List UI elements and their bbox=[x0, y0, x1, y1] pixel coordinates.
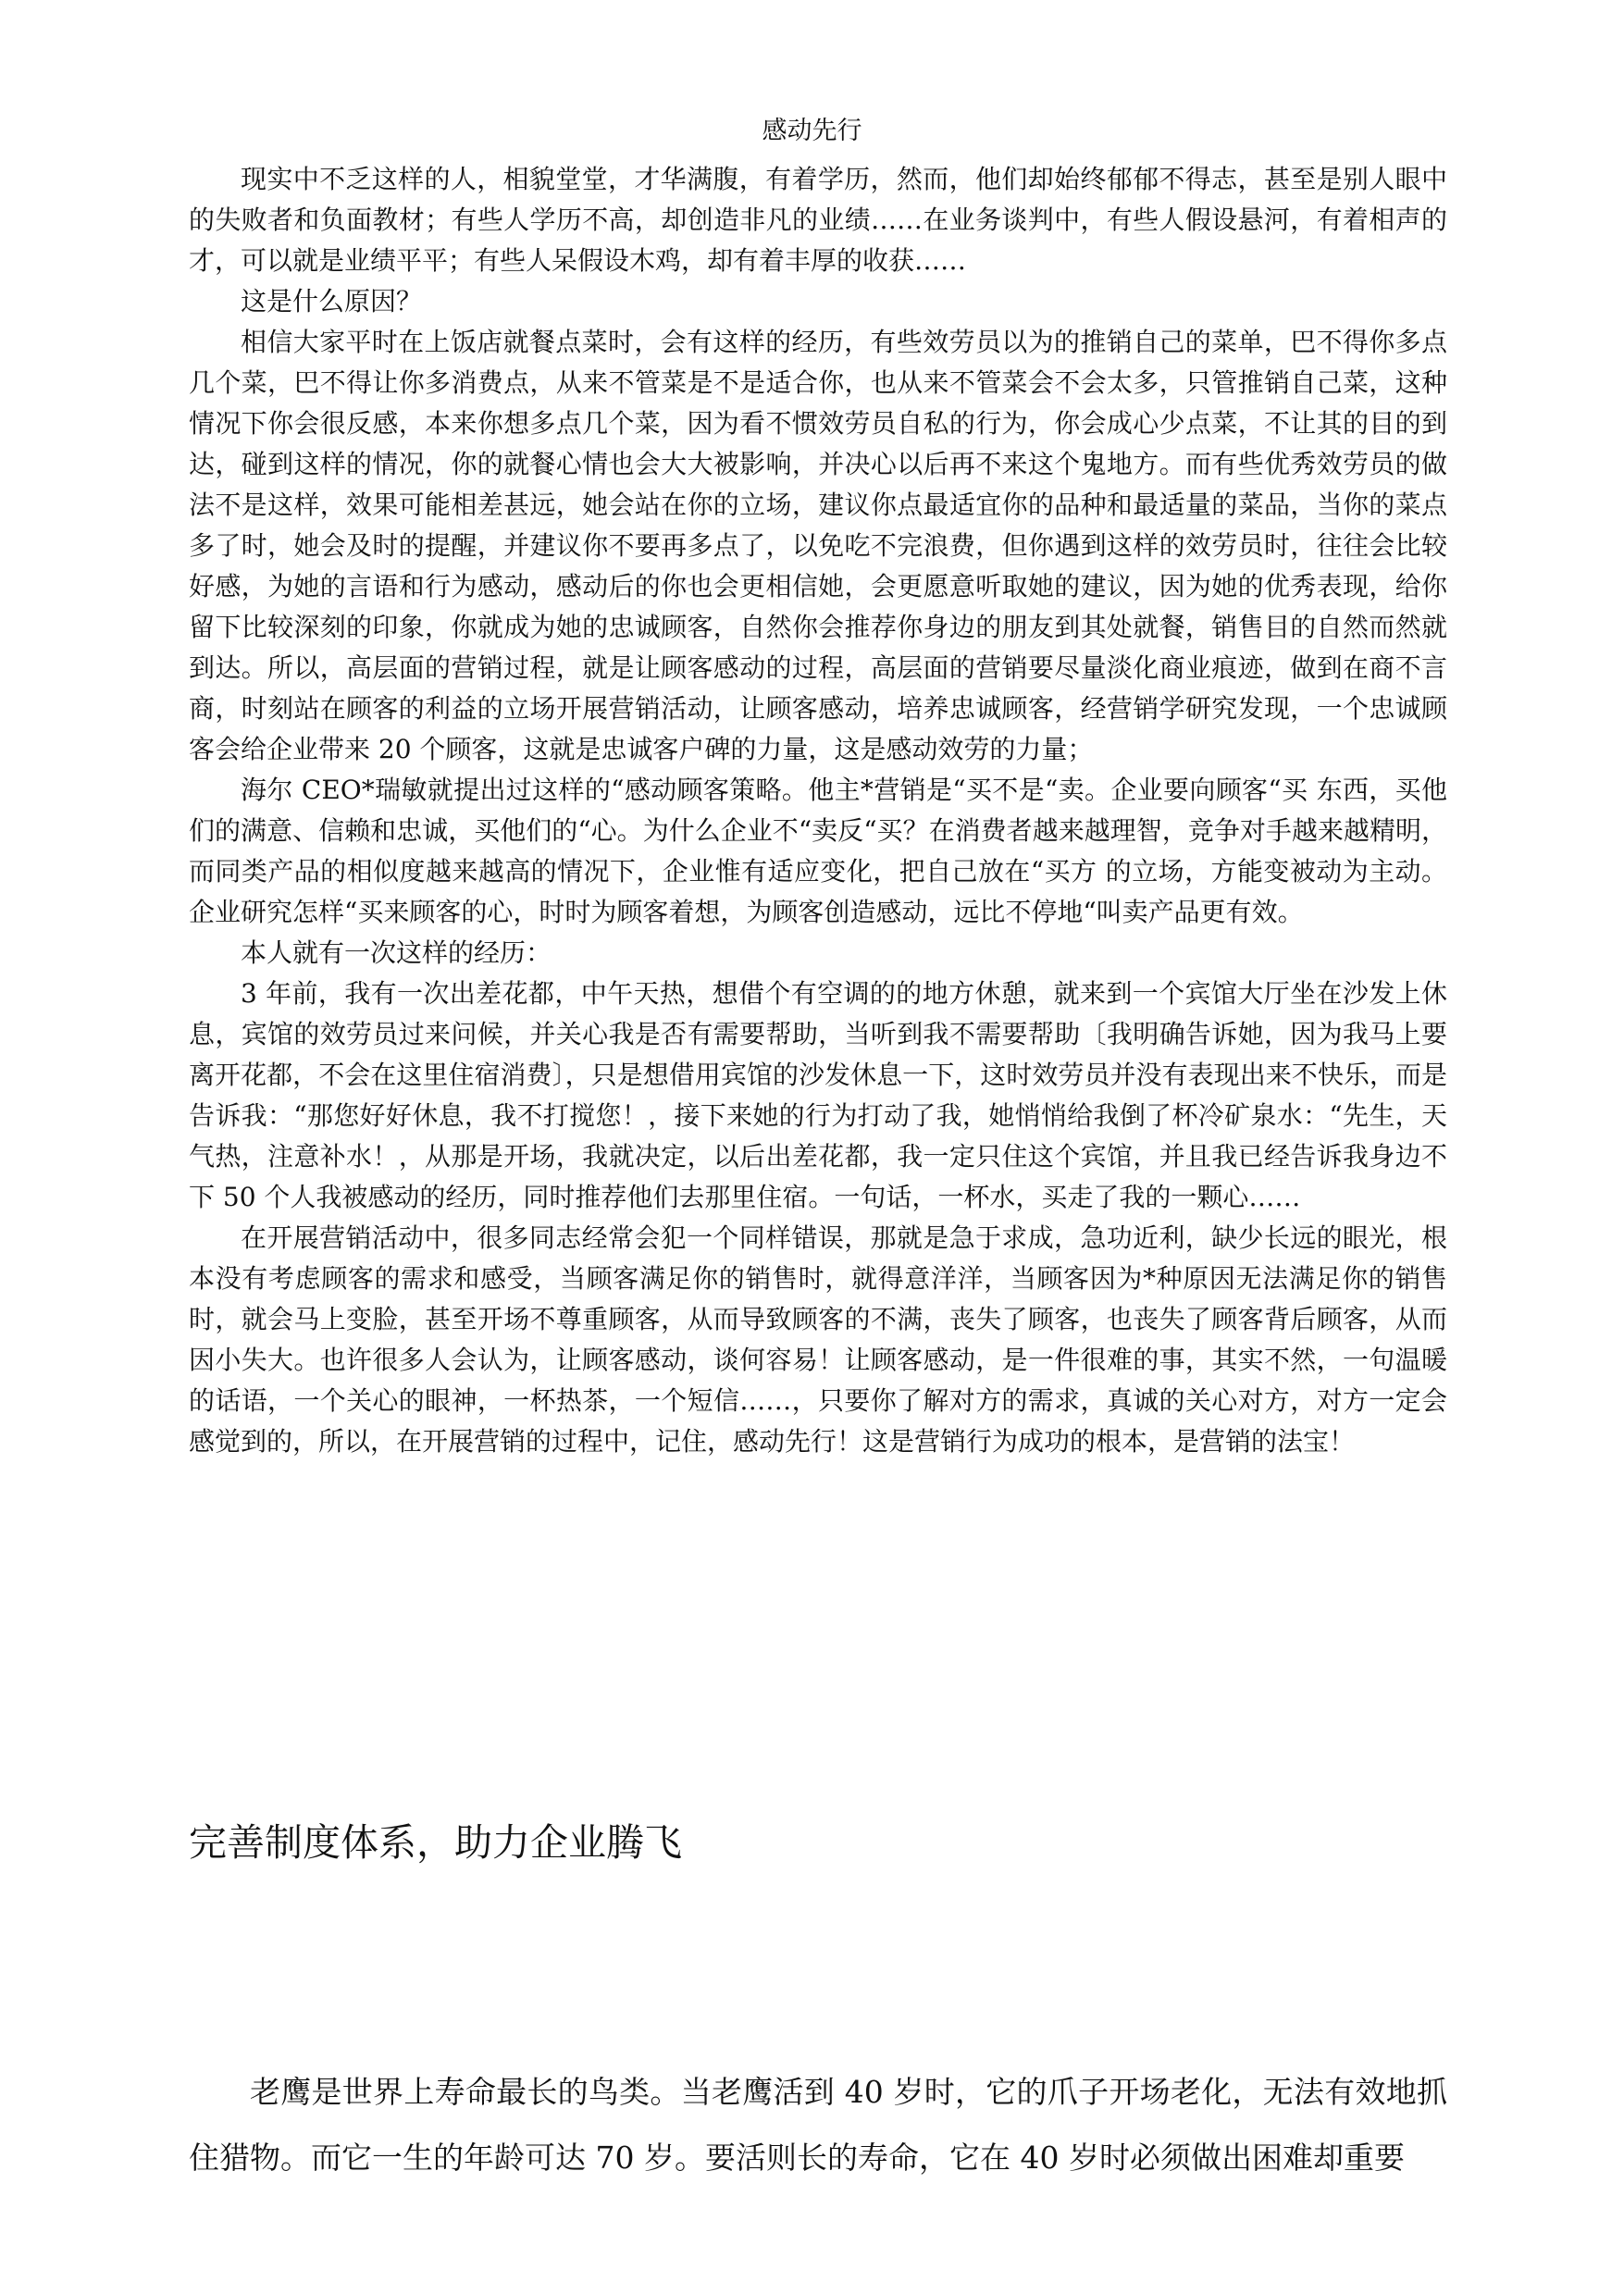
paragraph: 在开展营销活动中，很多同志经常会犯一个同样错误，那就是急于求成，急功近利，缺少长远的眼光，根本没有考虑顾客的需求和感受，当顾客满足你的销售时，就得意洋洋，当顾客因为*种原因无法满足你的销售时，就会马上变脸，甚至开场不尊重顾客，从而导致顾客的不满，丧失了顾客，也丧失了顾客背后顾客，从而因小失大。也许很多人会认为，让顾客感动，谈何容易！让顾客感动，是一件很难的事，其实不然，一句温暖的话语，一个关心的眼神，一杯热茶，一个短信……，只要你了解对方的需求，真诚的关心对方，对方一定会感觉到的，所以，在开展营销的过程中，记住，感动先行！这是营销行为成功的根本，是营销的法宝！ bbox=[189, 1222, 1447, 1457]
paragraph: 老鹰是世界上寿命最长的鸟类。当老鹰活到 40 岁时，它的爪子开场老化，无法有效地抓住猎物。而它一生的年龄可达 70 岁。要活则长的寿命，它在 40 岁时必须做出困难却重要 bbox=[189, 2074, 1447, 2176]
article-body bbox=[189, 159, 1447, 1462]
paragraph: 现实中不乏这样的人，相貌堂堂，才华满腹，有着学历，然而，他们却始终郁郁不得志，甚至是别人眼中的失败者和负面教材；有些人学历不高，却创造非凡的业绩……在业务谈判中，有些人假设悬河，有着相声的才，可以就是业绩平平；有些人呆假设木鸡，却有着丰厚的收获…… bbox=[189, 164, 1447, 276]
section-heading: 完善制度体系，助力企业腾飞 bbox=[189, 1820, 682, 1865]
paragraph: 相信大家平时在上饭店就餐点菜时，会有这样的经历，有些效劳员以为的推销自己的菜单，巴不得你多点几个菜，巴不得让你多消费点，从来不管菜是不是适合你，也从来不管菜会不会太多，只管推销自己菜，这种情况下你会很反感，本来你想多点几个菜，因为看不惯效劳员自私的行为，你会成心少点菜，不让其的目的到达，碰到这样的情况，你的就餐心情也会大大被影响，并决心以后再不来这个鬼地方。而有些优秀效劳员的做法不是这样，效果可能相差甚远，她会站在你的立场，建议你点最适宜你的品种和最适量的菜品，当你的菜点多了时，她会及时的提醒，并建议你不要再多点了，以免吃不完浪费，但你遇到这样的效劳员时，往往会比较好感，为她的言语和行为感动，感动后的你也会更相信她，会更愿意听取她的建议，因为她的优秀表现，给你留下比较深刻的印象，你就成为她的忠诚顾客，自然你会推荐你身边的朋友到其处就餐，销售目的自然而然就到达。所以，高层面的营销过程，就是让顾客感动的过程，高层面的营销要尽量淡化商业痕迹，做到在商不言商，时刻站在顾客的利益的立场开展营销活动，让顾客感动，培养忠诚顾客，经营销学研究发现，一个忠诚顾客会给企业带来 20 个顾客，这就是忠诚客户碑的力量，这是感动效劳的力量； bbox=[189, 327, 1447, 764]
section-body bbox=[189, 2059, 1447, 2190]
paragraph: 3 年前，我有一次出差花都，中午天热，想借个有空调的的地方休憩，就来到一个宾馆大厅坐在沙发上休息，宾馆的效劳员过来问候，并关心我是否有需要帮助，当听到我不需要帮助〔我明确告诉她，因为我马上要离开花都，不会在这里住宿消费〕，只是想借用宾馆的沙发休息一下，这时效劳员并没有表现出来不快乐，而是告诉我：“那您好好休息，我不打搅您！，接下来她的行为打动了我，她悄悄给我倒了杯冷矿泉水：“先生，天气热，注意补水！，从那是开场，我就决定，以后出差花都，我一定只住这个宾馆，并且我已经告诉我身边不下 50 个人我被感动的经历，同时推荐他们去那里住宿。一句话，一杯水，买走了我的一颗心…… bbox=[189, 978, 1447, 1212]
paragraph: 这是什么原因？ bbox=[241, 286, 423, 316]
paragraph: 本人就有一次这样的经历： bbox=[241, 937, 552, 968]
article-title: 感动先行 bbox=[762, 117, 862, 145]
paragraph: 海尔 CEO*瑞敏就提出过这样的“感动顾客策略。他主*营销是“买不是“卖。企业要向顾客“买 东西，买他们的满意、信赖和忠诚，买他们的“心。为什么企业不“卖反“买？在消费者越来越理智，竞争对手越来越精明，而同类产品的相似度越来越高的情况下，企业惟有适应变化，把自己放在“买方 的立场，方能变被动为主动。企业研究怎样“买来顾客的心，时时为顾客着想，为顾客创造感动，远比不停地“叫卖产品更有效。 bbox=[189, 775, 1447, 927]
